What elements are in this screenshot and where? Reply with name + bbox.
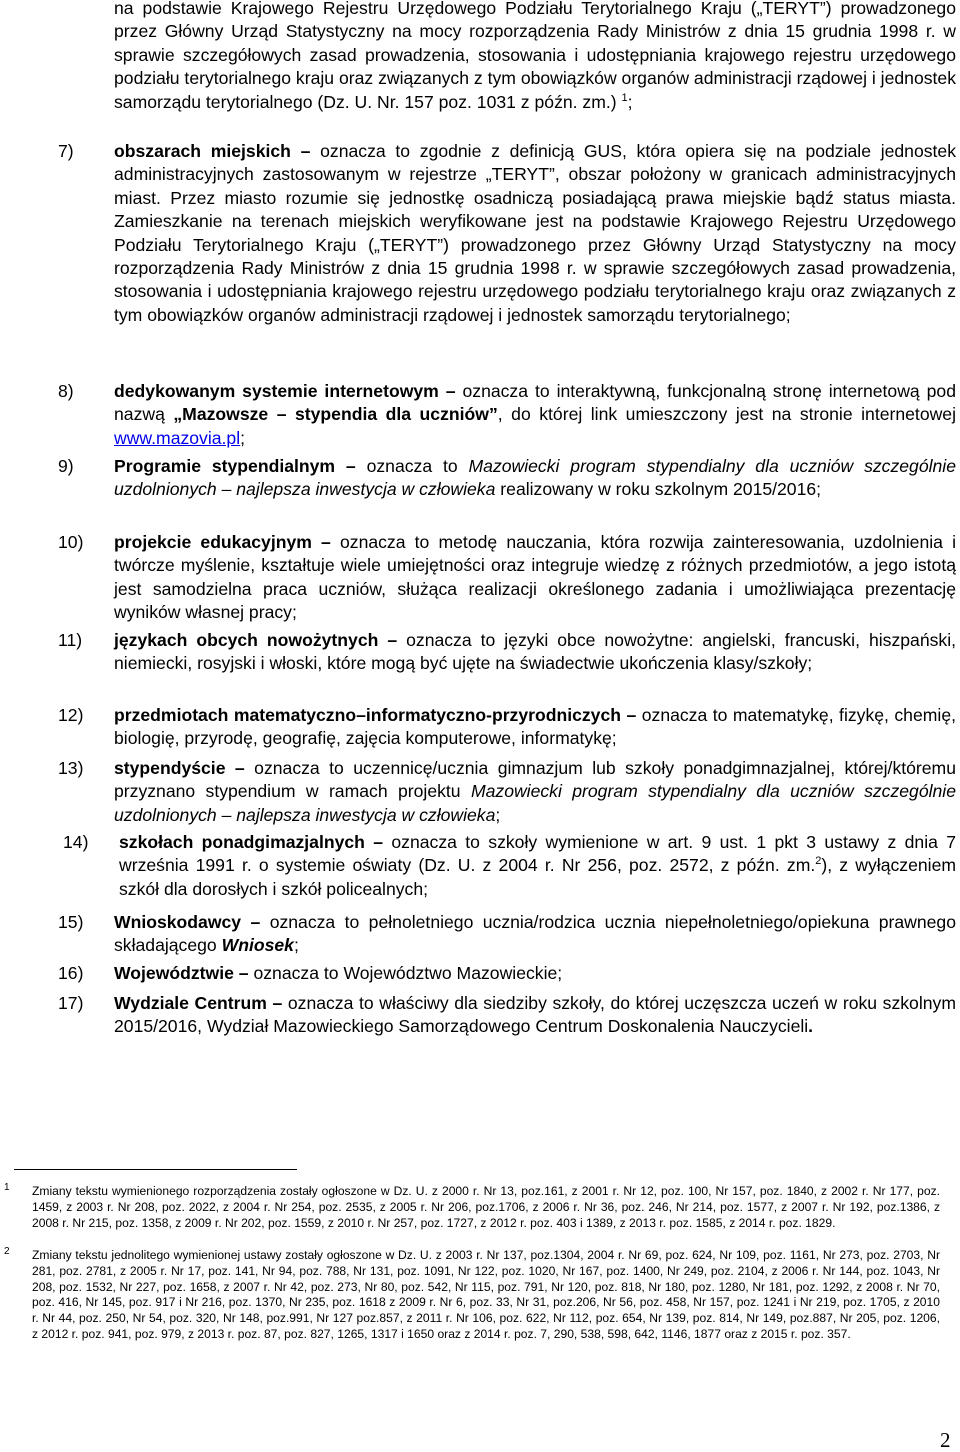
intro-continuation [114,0,956,114]
term-dash: – [225,758,255,778]
defined-term: stypendyście [114,758,226,778]
document-name: Wniosek [221,935,294,956]
definition-text: oznacza to właściwy dla siedziby szkoły, do której uczęszcza uczeń w roku szkolnym 2015/2016, Wydział Mazowieckiego Samorządowego Centrum Doskonalenia Nauczycieli [114,993,956,1037]
definition-text-cont: ), z wyłączeniem szkół dla dorosłych i szkół policealnych; [119,855,957,899]
item-end: ; [240,427,246,448]
intro-text: na podstawie Krajowego Rejestru Urzędowego Podziału Terytorialnego Kraju („TERYT”) prowadzonego przez Główny Urząd Statystyczny na mocy rozporządzenia Rady Ministrów z dnia 15 grudnia 1998 r. w sprawie szczegółowych zasad prowadzenia, stosowania i udostępniania krajowego rejestru urzędowego podziału terytorialnego kraju oraz związanych z tym obowiązków organów administracji rządowej i jednostek samorządu terytorialnego (Dz. U. Nr. 157 poz. 1031 z późn. zm.) [114,0,956,112]
item-end: . [808,1016,814,1037]
program-name: Mazowiecki program stypendialny dla uczniów szczególnie uzdolnionych – najlepsza inwestycja w człowieka [114,781,956,825]
item-text [114,962,956,985]
item-text [114,531,956,625]
footnote-text: Zmiany tekstu jednolitego wymienionej ustawy zostały ogłoszone w Dz. U. z 2003 r. Nr 137, poz.1304, 2004 r. Nr 69, poz. 624, Nr 109, poz. 1161, Nr 273, poz. 2703, Nr 281, poz. 2781, z 2005 r. Nr 17, poz. 141, Nr 94, poz. 788, Nr 131, poz. 1091, Nr 122, poz. 1020, Nr 167, poz. 1400, Nr 249, poz. 2104, z 2006 r. Nr 144, poz. 1043, Nr 208, poz. 1532, Nr 227, poz. 1658, z 2007 r. Nr 42, poz. 273, Nr 80, poz. 542, Nr 115, poz. 791, Nr 120, poz. 818, Nr 180, poz. 1280, Nr 181, poz. 1292, z 2008 r. Nr 70, poz. 416, Nr 145, poz. 917 i Nr 216, poz. 1370, Nr 235, poz. 1618 z 2009 r. Nr 6, poz. 33, Nr 31, poz.206, Nr 56, poz. 458, Nr 157, poz. 1241 i Nr 219, poz. 1705, z 2010 r. Nr 44, poz. 250, Nr 54, poz. 320, Nr 148, poz.991, Nr 127 poz.857, z 2011 r. Nr 106, poz. 622, Nr 112, poz. 654, Nr 139, poz. 814, Nr 149, poz.887, Nr 205, poz. 1206, z 2012 r. poz. 941, poz. 979, z 2013 r. poz. 87, poz. 827, 1265, 1317 i 1650 oraz z 2014 r. poz. 7, 290, 538, 598, 642, 1146, 1877 oraz z 2015 r. poz. 357. [32,1248,940,1341]
item-end: ; [293,935,299,956]
definition-text: oznacza to metodę nauczania, która rozwija zainteresowania, uzdolnienia i twórcze myślenie, kształtuje wiele umiejętności oraz integruje wiedzę z różnych przedmiotów, a jego istotą jest samodzielna praca uczniów, służąca realizacji określonego zadania i umożliwiająca prezentację wyników własnej pracy; [114,532,956,623]
item-number: 14) [63,832,89,852]
item-number: 16) [58,963,84,983]
footnote-ref-1[interactable]: 1 [621,91,628,104]
item-number: 15) [58,912,84,932]
intro-end: ; [627,91,633,112]
item-text [114,629,956,676]
item-number: 11) [58,630,83,650]
item-number: 9) [58,456,74,476]
defined-term: przedmiotach matematyczno–informatyczno-przyrodniczych [114,705,621,725]
item-number: 13) [58,758,84,778]
item-number: 10) [58,532,84,552]
term-dash: – [378,630,407,650]
definition-text: oznacza to interaktywną, funkcjonalną stronę internetową pod nazwą [114,381,956,425]
item-number: 7) [58,141,74,161]
item-end: ; [495,804,501,825]
definition-text-cont: , do której link umieszczony jest na stronie internetowej [497,404,957,425]
definition-text: oznacza to języki obce nowożytne: angielski, francuski, hiszpański, niemiecki, rosyjski i włoski, które mogą być ujęte na świadectwie ukończenia klasy/szkoły; [114,630,956,674]
item-number: 12) [58,705,84,725]
item-text [114,992,956,1039]
item-text [119,831,956,901]
item-text [114,704,956,751]
term-dash: – [364,832,392,852]
defined-term: dedykowanym systemie internetowym [114,381,439,401]
definition-text: oznacza to pełnoletniego ucznia/rodzica ucznia niepełnoletniego/opiekuna prawnego składającego [114,912,957,956]
term-dash: – [438,381,463,401]
item-text [114,455,956,502]
term-dash: – [311,532,340,552]
defined-term: szkołach ponadgimazjalnych [119,832,365,852]
defined-term: Województwie [114,963,234,983]
footnote-number: 1 [4,1182,10,1193]
definition-text: oznacza to [366,456,469,476]
footnote-separator [14,1169,297,1170]
item-number: 8) [58,381,74,401]
defined-term: Wydziale Centrum [114,993,267,1013]
defined-term: Wnioskodawcy [114,912,242,932]
item-text [114,911,956,958]
page-number: 2 [940,1428,951,1452]
item-number: 17) [58,993,84,1013]
item-text [114,380,956,450]
term-dash: – [241,912,270,932]
system-name: „Mazowsze – stypendia dla uczniów” [173,404,498,425]
program-name: Mazowiecki program stypendialny dla uczniów szczególnie uzdolnionych – najlepsza inwestycja w człowieka [114,456,956,500]
footnote-text: Zmiany tekstu wymienionego rozporządzenia zostały ogłoszone w Dz. U. z 2000 r. Nr 13, poz.161, z 2001 r. Nr 12, poz. 100, Nr 157, poz. 1840, z 2002 r. Nr 177, poz. 1459, z 2003 r. Nr 208, poz. 2022, z 2004 r. Nr 254, poz. 2535, z 2005 r. Nr 206, poz.1706, z 2006 r. Nr 36, poz. 246, Nr 214, poz. 1577, z 2007 r. Nr 192, poz.1386, z 2008 r. Nr 215, poz. 1358, z 2009 r. Nr 202, poz. 1559, z 2010 r. Nr 257, poz. 1727, z 2012 r. poz. 403 i 1389, z 2013 r. poz. 1585, z 2014 r. poz. 1829. [32,1184,940,1230]
definition-text: oznacza to szkoły wymienione w art. 9 ust. 1 pkt 3 ustawy z dnia 7 września 1991 r. o systemie oświaty (Dz. U. z 2004 r. Nr 256, poz. 2572, z późn. zm. [119,832,957,876]
term-dash: – [621,705,642,725]
footnote-number: 2 [4,1246,10,1257]
defined-term: obszarach miejskich [114,141,291,161]
term-dash: – [335,456,367,476]
definition-text: oznacza to uczennicę/ucznia gimnazjum lub szkoły ponadgimnazjalnej, której/któremu przyznano stypendium w ramach projektu [114,758,956,802]
defined-term: Programie stypendialnym [114,456,336,476]
definition-text: oznacza to zgodnie z definicją GUS, która opiera się na podziale jednostek administracyjnych zastosowanym w rejestrze „TERYT”, obszar położony w granicach administracyjnych miast. Przez miasto rozumie się jednostkę osadniczą posiadającą prawa miejskie bądź status miasta. Zamieszkanie na terenach miejskich weryfikowane jest na podstawie Krajowego Rejestru Urzędowego Podziału Terytorialnego Kraju („TERYT”) prowadzonego przez Główny Urząd Statystyczny na mocy rozporządzenia Rady Ministrów z dnia 15 grudnia 1998 r. w sprawie szczegółowych zasad prowadzenia, stosowania i udostępniania krajowego rejestru urzędowego podziału terytorialnego kraju oraz związanych z tym obowiązków organów administracji rządowej i jednostek samorządu terytorialnego; [114,141,957,325]
item-text [114,757,956,827]
term-dash: – [266,993,288,1013]
mazovia-link[interactable]: www.mazovia.pl [114,427,241,448]
term-dash: – [290,141,321,161]
definition-text-cont: realizowany w roku szkolnym 2015/2016; [495,479,822,500]
term-dash: – [233,963,254,983]
defined-term: projekcie edukacyjnym [114,532,312,552]
definition-text: oznacza to matematykę, fizykę, chemię, biologię, przyrodę, geografię, zajęcia komputerowe, informatykę; [114,705,956,749]
defined-term: językach obcych nowożytnych [114,630,379,650]
definition-text: oznacza to Województwo Mazowieckie; [253,963,563,983]
footnote-ref-2[interactable]: 2 [815,855,822,868]
item-text [114,140,956,327]
